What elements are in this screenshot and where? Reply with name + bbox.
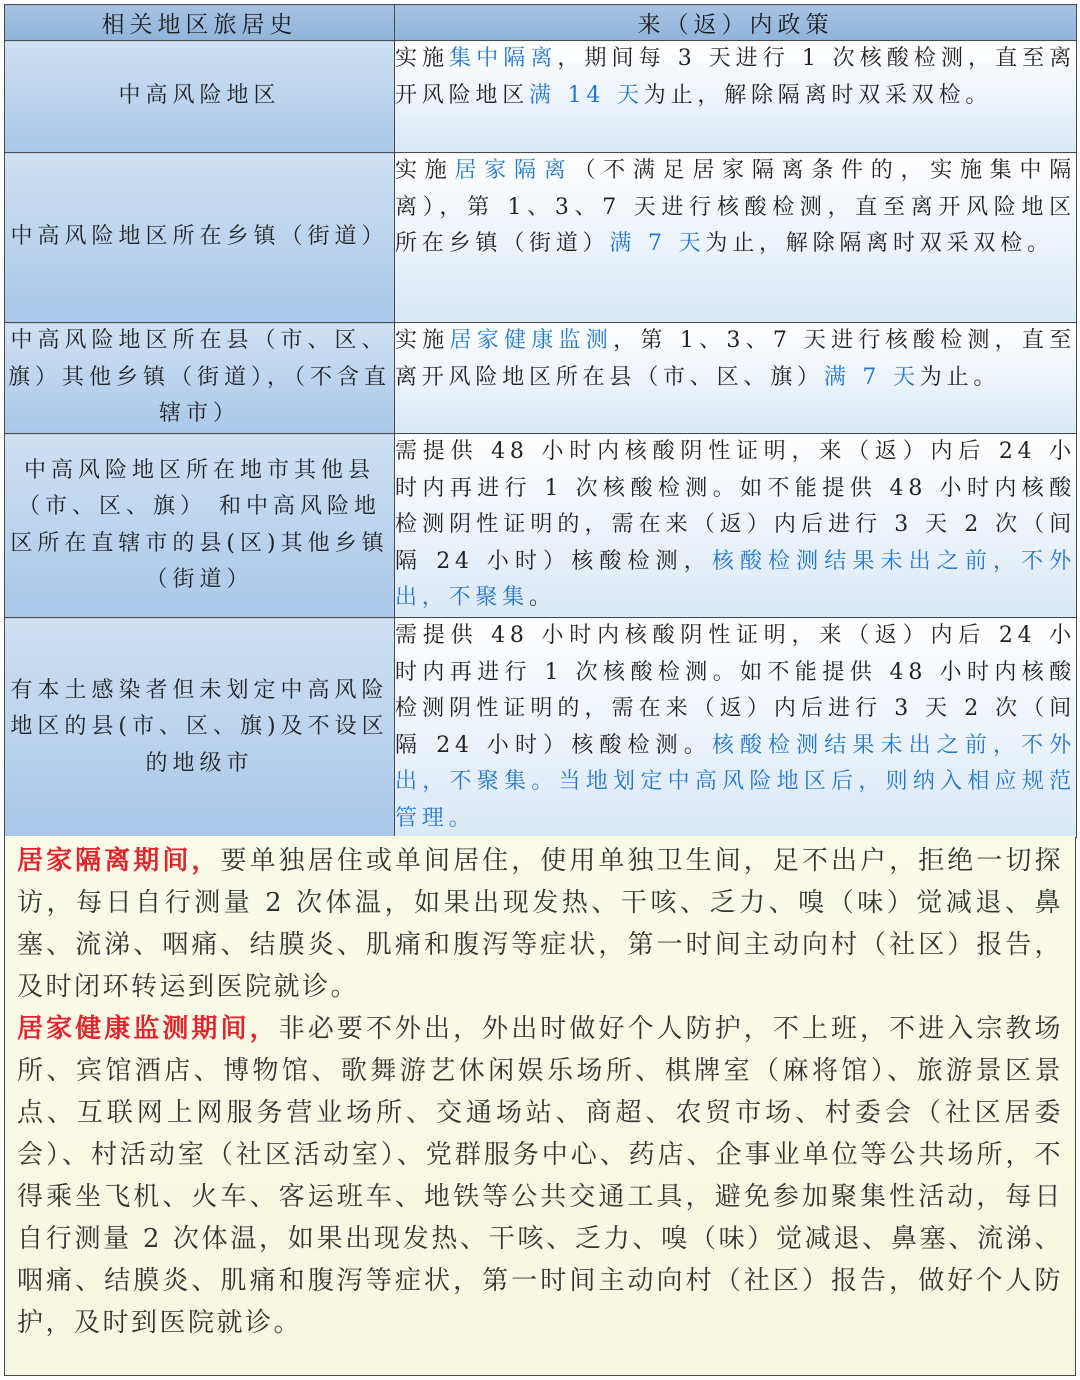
header-travel-history: 相关地区旅居史 (5, 5, 395, 41)
policy-highlight: 满 7 天 (823, 364, 920, 390)
table-row (5, 153, 1077, 323)
home-monitoring-text: 非必要不外出，外出时做好个人防护，不上班，不进入宗教场所、宾馆酒店、博物馆、歌舞游艺休闲娱乐场所、棋牌室（麻将馆）、旅游景区景点、互联网上网服务营业场所、交通场站、商超、农贸市场、村委会（社区居委会）、村活动室（社区活动室）、党群服务中心、药店、企事业单位等公共场所，不得乘坐飞机、火车、客运班车、地铁等公共交通工具，避免参加聚集性活动，每日自行测量 2 次体温，如果出现发热、干咳、乏力、嗅（味）觉减退、鼻塞、流涕、咽痛、结膜炎、肌痛和腹泻等症状，第一时间主动向村（社区）报告，做好个人防护，及时到医院就诊。 (17, 1014, 1063, 1338)
policy-cell (395, 41, 1077, 153)
region-cell: 中高风险地区所在县（市、区、旗）其他乡镇（街道），（不含直辖市） (5, 323, 395, 434)
home-isolation-text: 要单独居住或单间居住，使用单独卫生间，足不出户，拒绝一切探访，每日自行测量 2 次体温，如果出现发热、干咳、乏力、嗅（味）觉减退、鼻塞、流涕、咽痛、结膜炎、肌痛和腹泻等症状，第一时间主动向村（社区）报告，及时闭环转运到医院就诊。 (17, 846, 1063, 1002)
policy-highlight: 居家隔离 (454, 158, 574, 183)
policy-text: 实施 (395, 46, 450, 71)
policy-text: ，第 1、3、7 天进行核酸检测，直至离开风险地区所在县（市、区、旗） (395, 328, 1076, 390)
policy-text: 为止。 (919, 364, 1001, 390)
policy-cell (395, 618, 1077, 838)
policy-highlight: 核酸检测结果未出之前，不外出，不聚集 (395, 548, 1076, 610)
policy-cell (395, 323, 1077, 434)
home-monitoring-label: 居家健康监测期间， (17, 1014, 279, 1044)
policy-text: 。 (529, 585, 556, 610)
home-isolation-label: 居家隔离期间， (17, 846, 221, 876)
table-row (5, 618, 1077, 838)
policy-highlight: 核酸检测结果未出之前，不外出，不聚集。当地划定中高风险地区后，则纳入相应规范管理。 (395, 732, 1076, 831)
policy-text: 实施 (395, 328, 450, 353)
policy-table (4, 4, 1077, 838)
policy-cell (395, 153, 1077, 323)
policy-highlight: 满 7 天 (609, 231, 706, 256)
policy-text: ，期间每 3 天进行 1 次核酸检测，直至离开风险地区 (395, 46, 1076, 108)
home-isolation-note (17, 840, 1063, 1008)
table-row (5, 323, 1077, 434)
policy-highlight: 居家健康监测 (449, 328, 614, 353)
policy-text: 实施 (395, 158, 455, 183)
home-monitoring-note (17, 1008, 1063, 1344)
table-row (5, 434, 1077, 618)
region-cell: 中高风险地区 (5, 41, 395, 153)
header-arrival-policy: 来（返）内政策 (395, 5, 1077, 41)
region-cell: 中高风险地区所在乡镇（街道） (5, 153, 395, 323)
policy-highlight: 集中隔离 (449, 46, 558, 71)
region-cell: 中高风险地区所在地市其他县（市、区、旗） 和中高风险地区所在直辖市的县(区)其他乡镇（街道） (5, 434, 395, 618)
policy-text: 为止，解除隔离时双采双检。 (705, 231, 1054, 256)
policy-text: （不满足居家隔离条件的，实施集中隔离），第 1、3、7 天进行核酸检测，直至离开风险地区所在乡镇（街道） (395, 158, 1077, 256)
policy-cell (395, 434, 1077, 618)
policy-text: 为止，解除隔离时双采双检。 (643, 82, 993, 108)
policy-text: 需提供 48 小时内核酸阴性证明，来（返）内后 24 小时内再进行 1 次核酸检测。如不能提供 48 小时内核酸检测阴性证明的，需在来（返）内后进行 3 天 2 次（间隔 24 小时）核酸检测。 (395, 623, 1076, 758)
notes-section (5, 836, 1075, 1375)
policy-highlight: 满 14 天 (529, 82, 644, 108)
table-header-row (5, 5, 1077, 41)
policy-text: 需提供 48 小时内核酸阴性证明，来（返）内后 24 小时内再进行 1 次核酸检测。如不能提供 48 小时内核酸检测阴性证明的，需在来（返）内后进行 3 天 2 次（间隔 24 小时）核酸检测， (395, 439, 1076, 574)
table-row (5, 41, 1077, 153)
region-cell: 有本土感染者但未划定中高风险地区的县(市、区、旗)及不设区的地级市 (5, 618, 395, 838)
